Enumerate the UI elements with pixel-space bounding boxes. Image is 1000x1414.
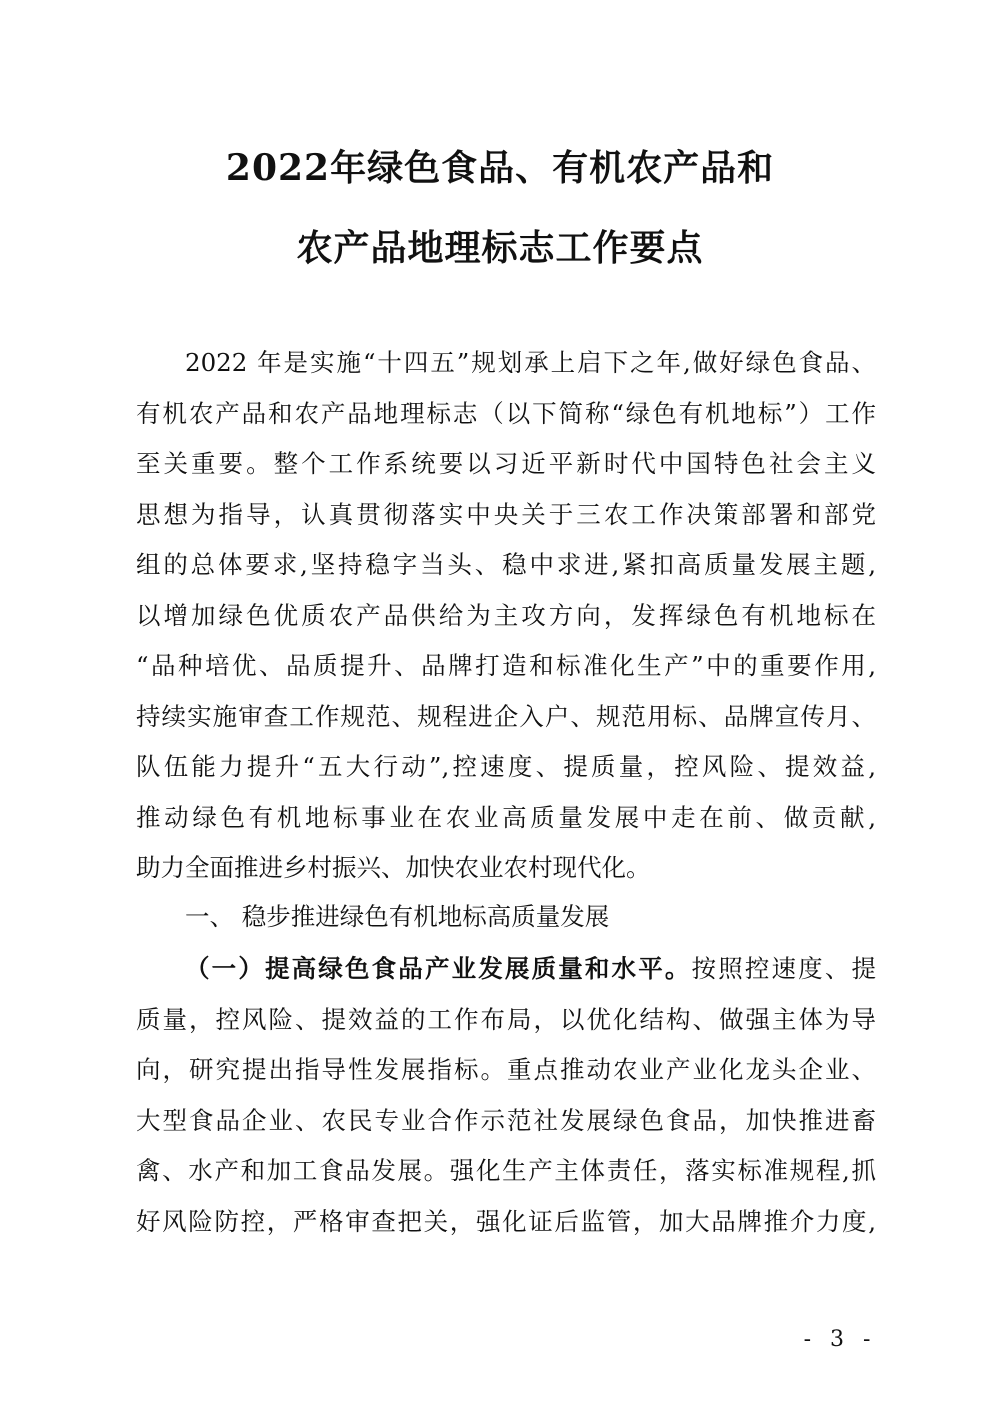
intro-paragraph xyxy=(136,338,876,894)
subsection-line: 质量，控风险、提效益的工作布局，以优化结构、做强主体为导 xyxy=(136,1004,876,1034)
intro-line: 队伍能力提升“五大行动”,控速度、提质量，控风险、提效益, xyxy=(136,752,876,781)
intro-line: 2022 年是实施“十四五”规划承上启下之年,做好绿色食品、 xyxy=(185,348,876,377)
intro-line: “品种培优、品质提升、品牌打造和标准化生产”中的重要作用, xyxy=(136,651,876,680)
subsection-line: 大型食品企业、农民专业合作示范社发展绿色食品，加快推进畜 xyxy=(136,1105,876,1135)
subsection-paragraph xyxy=(136,944,876,1247)
intro-line: 思想为指导，认真贯彻落实中央关于三农工作决策部署和部党 xyxy=(136,499,876,529)
document-title-line-2: 农产品地理标志工作要点 xyxy=(296,227,704,269)
subsection-line: 向，研究提出指导性发展指标。重点推动农业产业化龙头企业、 xyxy=(136,1055,876,1084)
page-number: - 3 - xyxy=(803,1327,877,1352)
document-title-line-1: 2022年绿色食品、有机农产品和 xyxy=(225,147,775,189)
subsection-line: 禽、水产和加工食品发展。强化生产主体责任，落实标准规程,抓 xyxy=(136,1156,876,1185)
intro-line: 组的总体要求,坚持稳字当头、稳中求进,紧扣高质量发展主题, xyxy=(136,550,876,579)
subsection-first-line xyxy=(136,944,876,995)
section-heading: 一、 稳步推进绿色有机地标高质量发展 xyxy=(185,902,610,931)
intro-line: 至关重要。整个工作系统要以习近平新时代中国特色社会主义 xyxy=(136,449,876,478)
intro-line: 推动绿色有机地标事业在农业高质量发展中走在前、做贡献, xyxy=(136,802,876,832)
intro-line: 有机农产品和农产品地理标志（以下简称“绿色有机地标”）工作 xyxy=(136,398,876,428)
intro-line: 持续实施审查工作规范、规程进企入户、规范用标、品牌宣传月、 xyxy=(136,701,876,731)
subsection-heading: （一）提高绿色食品产业发展质量和水平。 xyxy=(185,954,692,983)
intro-line: 助力全面推进乡村振兴、加快农业农村现代化。 xyxy=(136,853,651,882)
subsection-line: 好风险防控，严格审查把关，强化证后监管，加大品牌推介力度, xyxy=(136,1206,876,1236)
subsection-first-line-text: 按照控速度、提 xyxy=(691,954,876,983)
intro-line: 以增加绿色优质农产品供给为主攻方向，发挥绿色有机地标在 xyxy=(136,600,876,630)
